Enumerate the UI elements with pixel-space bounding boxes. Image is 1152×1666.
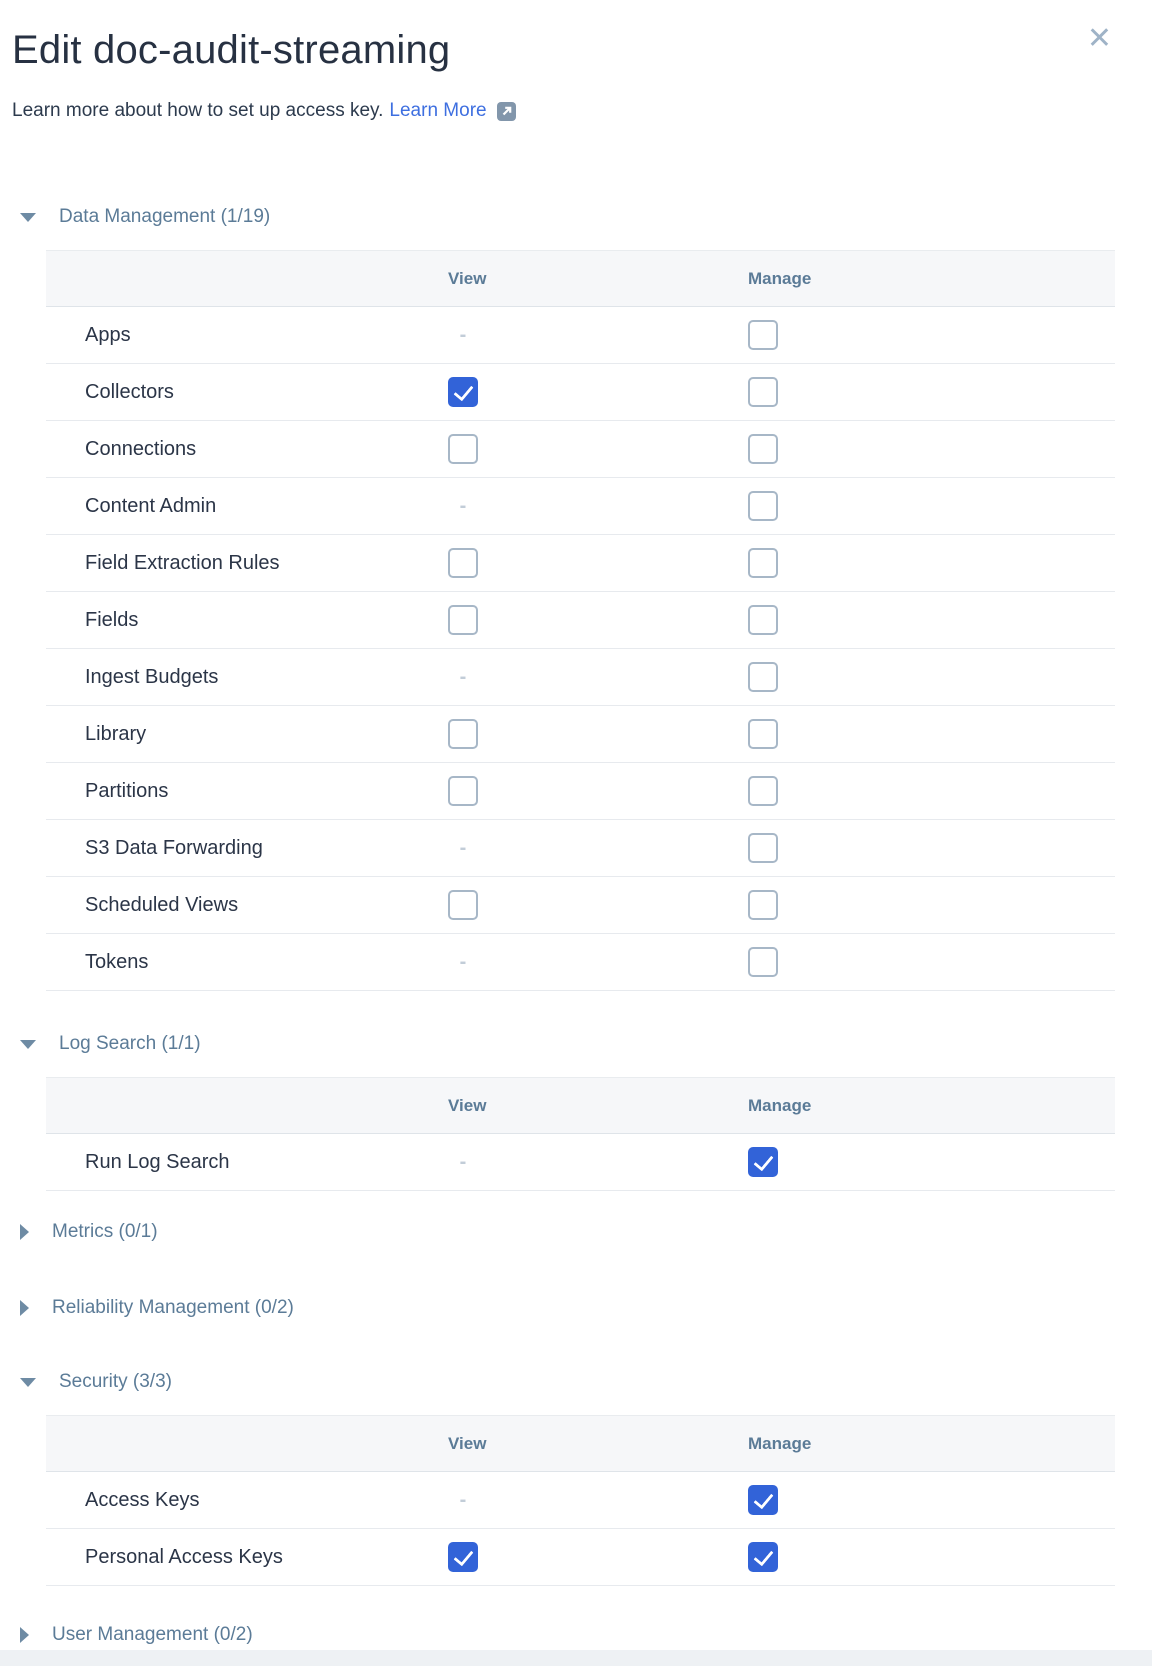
view-checkbox-checked[interactable] [448,377,478,407]
table-row [46,535,1115,592]
table-row [46,1472,1115,1529]
manage-checkbox-unchecked[interactable] [748,890,778,920]
column-header-manage: Manage [748,1078,1115,1134]
intro-text: Learn more about how to set up access key. [12,100,384,121]
section-toggle[interactable] [12,1031,1152,1057]
section-toggle[interactable] [12,1369,1152,1395]
view-checkbox-unchecked[interactable] [448,605,478,635]
permission-sections [12,204,1152,1648]
learn-more-link[interactable]: Learn More [389,100,487,121]
view-checkbox-unchecked[interactable] [448,719,478,749]
manage-checkbox-checked[interactable] [748,1542,778,1572]
permission-section [12,1219,1152,1245]
not-applicable-dash: - [459,323,467,346]
table-row [46,820,1115,877]
manage-checkbox-unchecked[interactable] [748,605,778,635]
table-row [46,1134,1115,1191]
permissions-table [46,1077,1115,1191]
column-header-empty [46,251,448,307]
table-row [46,877,1115,934]
table-row [46,364,1115,421]
manage-checkbox-unchecked[interactable] [748,776,778,806]
permission-section [12,1295,1152,1321]
section-label: Reliability Management (0/2) [52,1297,294,1318]
intro-line [12,98,1152,124]
capability-label: Run Log Search [46,1134,448,1191]
manage-checkbox-unchecked[interactable] [748,377,778,407]
view-checkbox-unchecked[interactable] [448,548,478,578]
view-checkbox-unchecked[interactable] [448,776,478,806]
table-row [46,307,1115,364]
manage-checkbox-checked[interactable] [748,1147,778,1177]
not-applicable-dash: - [459,665,467,688]
manage-checkbox-unchecked[interactable] [748,491,778,521]
section-toggle[interactable] [12,204,1152,230]
column-header-view: View [448,1416,748,1472]
manage-checkbox-checked[interactable] [748,1485,778,1515]
permission-section [12,1031,1152,1191]
view-checkbox-checked[interactable] [448,1542,478,1572]
column-header-empty [46,1078,448,1134]
manage-checkbox-unchecked[interactable] [748,833,778,863]
chevron-down-icon [20,1040,36,1049]
table-row [46,763,1115,820]
section-label: Metrics (0/1) [52,1221,158,1242]
manage-checkbox-unchecked[interactable] [748,548,778,578]
external-link-icon[interactable] [496,101,517,122]
not-applicable-dash: - [459,1488,467,1511]
not-applicable-dash: - [459,836,467,859]
section-toggle[interactable] [12,1295,1152,1321]
column-header-manage: Manage [748,1416,1115,1472]
table-row [46,706,1115,763]
chevron-right-icon [20,1627,29,1643]
column-header-empty [46,1416,448,1472]
manage-checkbox-unchecked[interactable] [748,662,778,692]
chevron-down-icon [20,213,36,222]
capability-label: Apps [46,307,448,364]
section-label: Data Management (1/19) [59,206,271,227]
table-row [46,1529,1115,1586]
permissions-table [46,1415,1115,1586]
capability-label: Tokens [46,934,448,991]
table-row [46,421,1115,478]
capability-label: Connections [46,421,448,478]
column-header-view: View [448,1078,748,1134]
capability-label: Collectors [46,364,448,421]
manage-checkbox-unchecked[interactable] [748,947,778,977]
capability-label: Field Extraction Rules [46,535,448,592]
manage-checkbox-unchecked[interactable] [748,719,778,749]
view-checkbox-unchecked[interactable] [448,434,478,464]
permissions-table [46,250,1115,991]
capability-label: Content Admin [46,478,448,535]
view-checkbox-unchecked[interactable] [448,890,478,920]
table-row [46,649,1115,706]
page-title: Edit doc-audit-streaming [12,28,451,72]
section-label: User Management (0/2) [52,1624,253,1645]
table-row [46,592,1115,649]
table-row [46,934,1115,991]
chevron-right-icon [20,1224,29,1240]
capability-label: S3 Data Forwarding [46,820,448,877]
section-toggle[interactable] [12,1622,1152,1648]
capability-label: Ingest Budgets [46,649,448,706]
section-label: Log Search (1/1) [59,1033,201,1054]
capability-label: Partitions [46,763,448,820]
section-label: Security (3/3) [59,1371,172,1392]
not-applicable-dash: - [459,1150,467,1173]
column-header-view: View [448,251,748,307]
manage-checkbox-unchecked[interactable] [748,434,778,464]
not-applicable-dash: - [459,950,467,973]
permission-section [12,1369,1152,1586]
capability-label: Scheduled Views [46,877,448,934]
manage-checkbox-unchecked[interactable] [748,320,778,350]
column-header-manage: Manage [748,251,1115,307]
capability-label: Fields [46,592,448,649]
table-row [46,478,1115,535]
capability-label: Personal Access Keys [46,1529,448,1586]
footer-strip [0,1650,1152,1666]
permission-section [12,204,1152,991]
section-toggle[interactable] [12,1219,1152,1245]
permission-section [12,1622,1152,1648]
capability-label: Library [46,706,448,763]
chevron-right-icon [20,1300,29,1316]
close-icon[interactable]: ✕ [1086,21,1112,56]
capability-label: Access Keys [46,1472,448,1529]
not-applicable-dash: - [459,494,467,517]
chevron-down-icon [20,1378,36,1387]
